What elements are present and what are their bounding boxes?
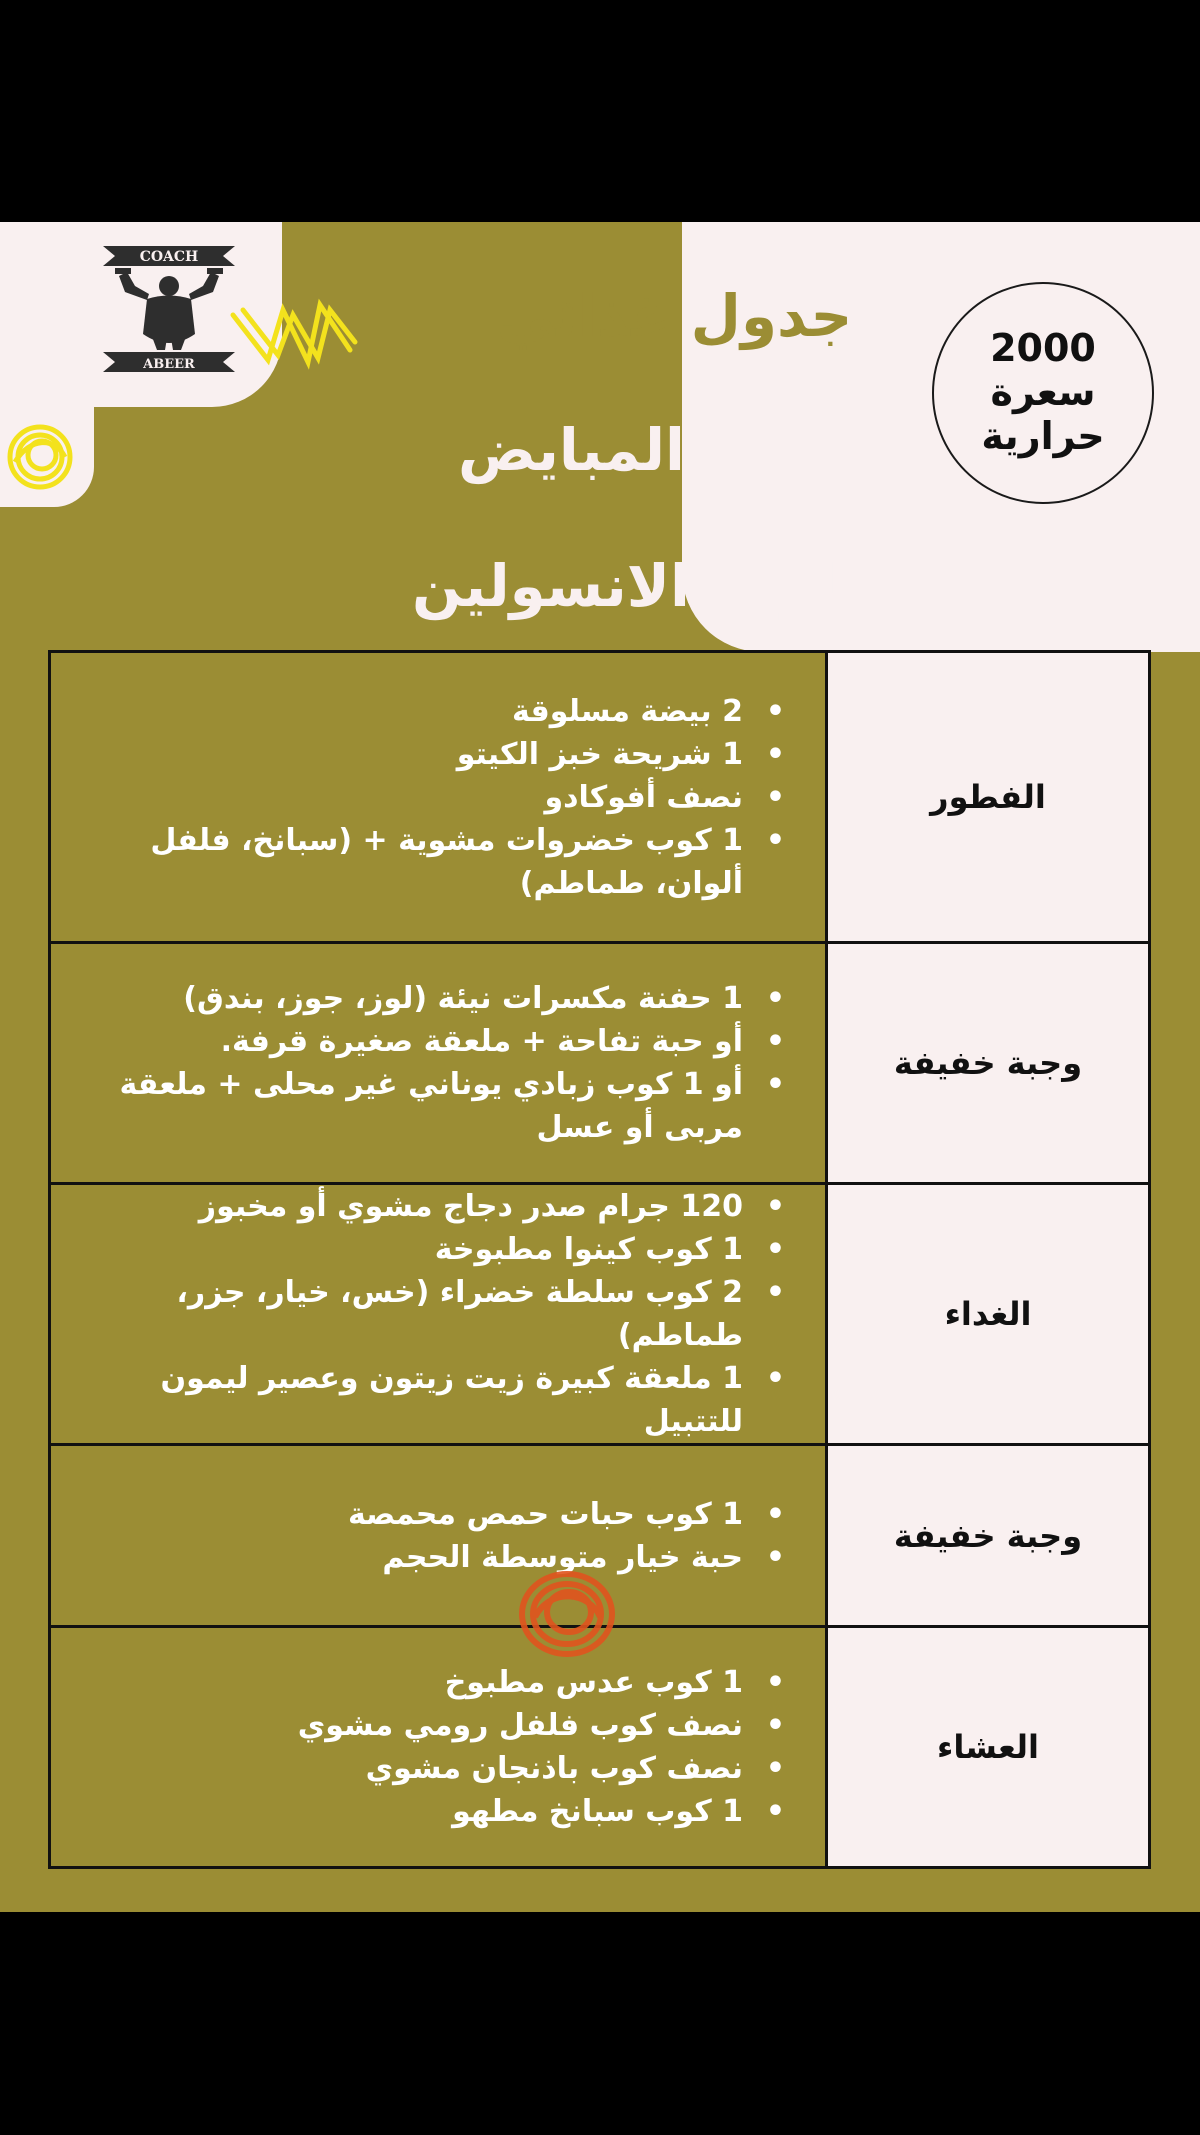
meal-items — [50, 943, 827, 1184]
calories-word-1: سعرة — [990, 370, 1096, 415]
coach-logo — [95, 234, 245, 384]
table-row — [50, 943, 1150, 1184]
list-item: • 1 ملعقة كبيرة زيت زيتون وعصير ليمون للتتبيل — [71, 1357, 785, 1443]
list-item: • نصف كوب باذنجان مشوي — [71, 1747, 785, 1790]
title-line-1: جدول غذائي — [497, 282, 853, 350]
logo-bottom-text: ABEER — [143, 357, 195, 372]
list-item: • أو 1 كوب زبادي يوناني غير محلى + ملعقة مربى أو عسل — [71, 1063, 785, 1149]
table-row — [50, 1445, 1150, 1627]
meal-items — [50, 1184, 827, 1445]
table-row — [50, 652, 1150, 943]
logo-top-text: COACH — [139, 249, 199, 265]
list-item: • 1 كوب سبانخ مطهو — [71, 1790, 785, 1833]
list-item: • 1 كوب عدس مطبوخ — [71, 1661, 785, 1704]
table-row — [50, 1627, 1150, 1868]
list-item: • نصف كوب فلفل رومي مشوي — [71, 1704, 785, 1747]
title-line-2: لتكيس المبايض — [458, 416, 890, 484]
bodybuilder-icon — [115, 268, 223, 350]
list-item: • 1 كوب خضروات مشوية + (سبانخ، فلفل ألوان، طماطم) — [71, 819, 785, 905]
calories-word-2: حرارية — [981, 413, 1105, 458]
diet-poster — [0, 222, 1200, 1912]
list-item: • 120 جرام صدر دجاج مشوي أو مخبوز — [71, 1185, 785, 1228]
meal-items — [50, 652, 827, 943]
meal-items — [50, 1627, 827, 1868]
left-tab-panel — [0, 402, 94, 507]
list-item: • 2 بيضة مسلوقة — [71, 690, 785, 733]
meal-name: الغداء — [827, 1184, 1150, 1445]
list-item: • حبة خيار متوسطة الحجم — [71, 1536, 785, 1579]
meal-name: وجبة خفيفة — [827, 943, 1150, 1184]
meal-name: وجبة خفيفة — [827, 1445, 1150, 1627]
list-item: • 1 شريحة خبز الكيتو — [71, 733, 785, 776]
meal-name: العشاء — [827, 1627, 1150, 1868]
meal-name: الفطور — [827, 652, 1150, 943]
list-item: • 1 حفنة مكسرات نيئة (لوز، جوز، بندق) — [71, 977, 785, 1020]
list-item: • نصف أفوكادو — [71, 776, 785, 819]
list-item: • أو حبة تفاحة + ملعقة صغيرة قرفة. — [71, 1020, 785, 1063]
meal-table — [48, 650, 1151, 1869]
title-line-3: مقاومة الانسولين — [412, 552, 917, 620]
meal-items — [50, 1445, 827, 1627]
calories-badge — [932, 282, 1154, 504]
calories-number: 2000 — [990, 326, 1096, 371]
list-item: • 2 كوب سلطة خضراء (خس، خيار، جزر، طماطم) — [71, 1271, 785, 1357]
list-item: • 1 كوب حبات حمص محمصة — [71, 1493, 785, 1536]
list-item: • 1 كوب كينوا مطبوخة — [71, 1228, 785, 1271]
table-row — [50, 1184, 1150, 1445]
